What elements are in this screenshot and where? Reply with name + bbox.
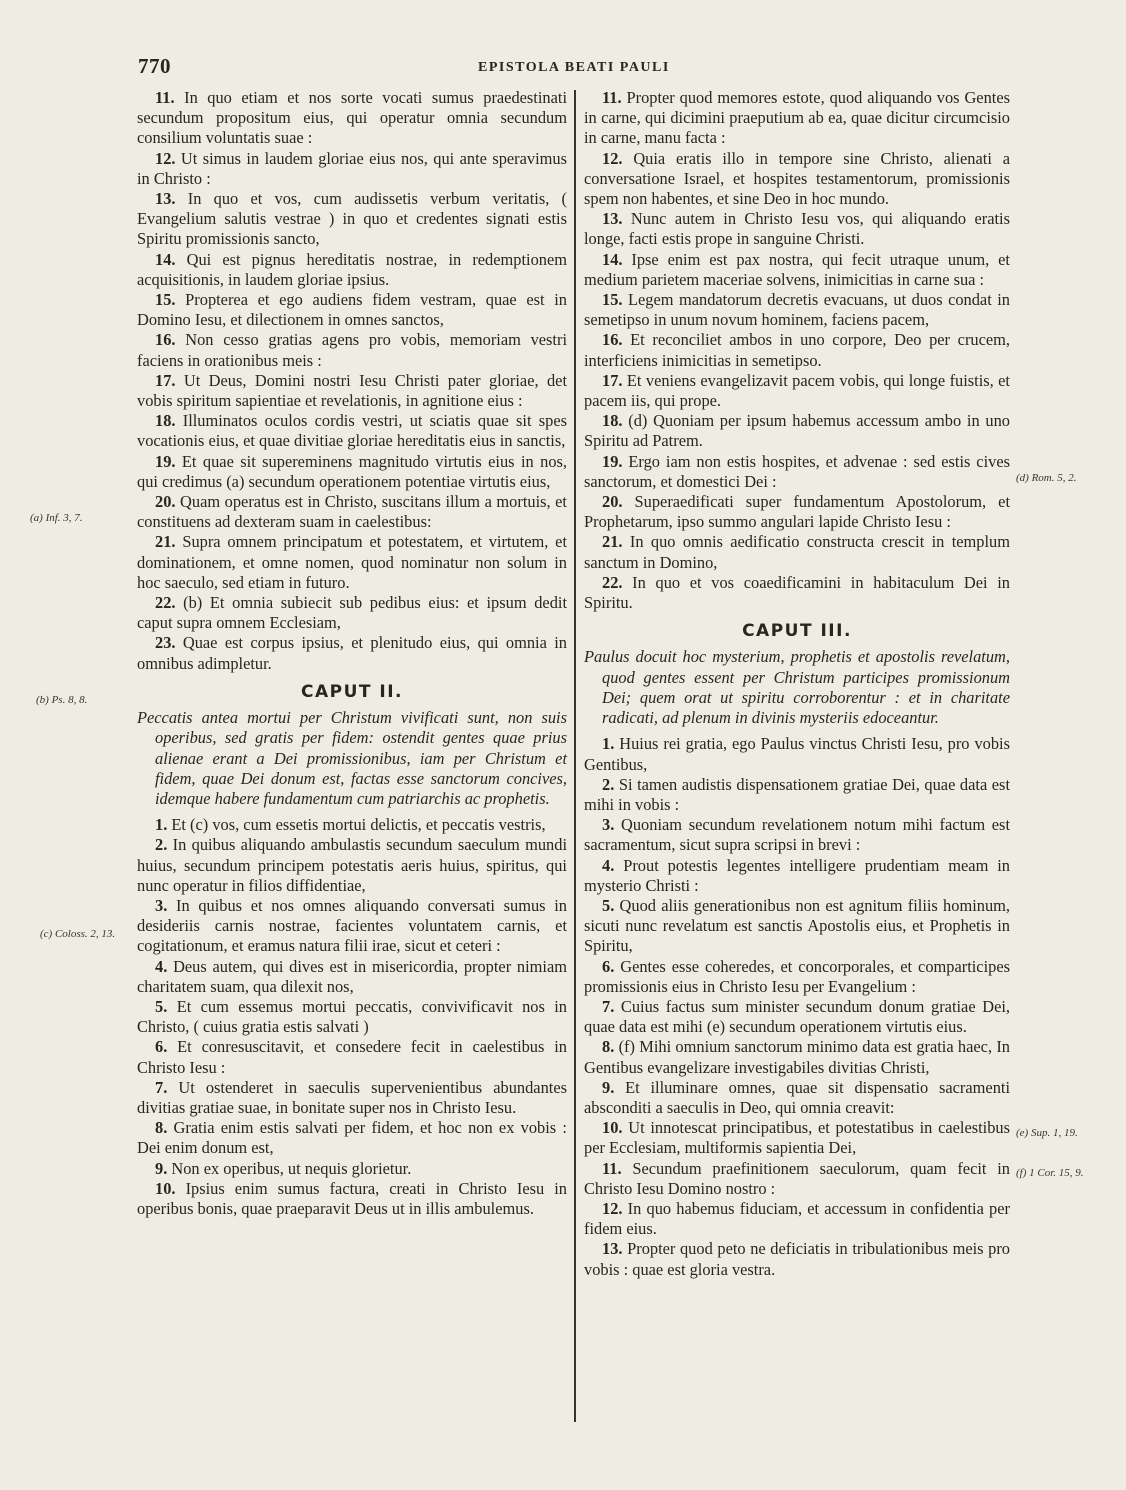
verse-text: Ut simus in laudem gloriae eius nos, qui ante speravimus in Christo : [137, 148, 567, 188]
verse-text: Propterea et ego audiens fidem vestram, quae est in Domino Iesu, et dilectionem in omnes sanctos, [137, 290, 567, 330]
margin-note-a: (a) Inf. 3, 7. [30, 512, 83, 524]
verse-text: Gentes esse coheredes, et concorporales, et comparticipes promissionis eius in Christo Iesu per Evangelium : [584, 956, 1010, 996]
margin-note-d: (d) Rom. 5, 2. [1016, 472, 1077, 484]
verse [584, 250, 1010, 290]
verse [584, 452, 1010, 492]
verse-number: 11. [602, 1158, 622, 1178]
verse-text: Cuius factus sum minister secundum donum gratiae Dei, quae data est mihi (e) secundum operationem virtutis eius. [584, 996, 1010, 1037]
verse [584, 330, 1010, 370]
verse-number: 12. [155, 148, 176, 168]
verse [137, 532, 567, 593]
verse-number: 20. [602, 492, 623, 512]
verse-text: Secundum praefinitionem saeculorum, quam fecit in Christo Iesu Domino nostro : [584, 1158, 1010, 1198]
verse [584, 856, 1010, 896]
verse [584, 734, 1010, 774]
verse-number: 2. [602, 774, 615, 794]
verse-text: Gratia enim estis salvati per fidem, et hoc non ex vobis : Dei enim donum est, [137, 1118, 567, 1158]
verse-text: Ipse enim est pax nostra, qui fecit utraque unum, et medium parietem maceriae solvens, inimicitias in carne sua : [584, 249, 1010, 289]
verse-text: In quo et vos, cum audissetis verbum veritatis, ( Evangelium salutis vestrae ) in quo et credentes signati estis Spiritu promissionis sancto, [137, 189, 567, 249]
verse [137, 997, 567, 1037]
verse [584, 1078, 1010, 1118]
verse-number: 15. [602, 290, 623, 310]
verse-number: 1. [602, 734, 615, 754]
verse-number: 3. [602, 815, 615, 835]
verse [137, 290, 567, 330]
verse [584, 532, 1010, 572]
verse [137, 835, 567, 896]
verse-number: 6. [602, 956, 615, 976]
verse-text: Ut Deus, Domini nostri Iesu Christi pater gloriae, det vobis spiritum sapientiae et revelationis, in agnitione eius : [137, 370, 567, 411]
verse-number: 20. [155, 492, 176, 512]
verse [137, 1118, 567, 1158]
verse-number: 19. [155, 451, 176, 471]
verse-text: Et illuminare omnes, quae sit dispensatio sacramenti absconditi a saeculis in Deo, qui omnia creavit: [584, 1077, 1010, 1117]
verse-number: 16. [602, 330, 623, 350]
verse [137, 189, 567, 250]
verse-number: 4. [602, 855, 615, 875]
verse-number: 13. [602, 1239, 623, 1259]
verse [137, 1159, 567, 1179]
verse-number: 8. [155, 1118, 168, 1138]
verse [584, 1037, 1010, 1077]
verse-text: Ergo iam non estis hospites, et advenae : sed estis cives sanctorum, et domestici Dei : [584, 451, 1010, 491]
verse [137, 88, 567, 149]
verse [137, 411, 567, 451]
verse-text: Qui est pignus hereditatis nostrae, in redemptionem acquisitionis, in laudem gloriae ipsius. [137, 249, 567, 289]
chapter-2-verses-cont [584, 88, 1010, 613]
verse-number: 22. [602, 572, 623, 592]
verse-text: Quoniam secundum revelationem notum mihi factum est sacramentum, sicut supra scripsi in brevi : [584, 815, 1010, 855]
chapter-2-verses [137, 815, 567, 1219]
margin-note-c: (c) Coloss. 2, 13. [40, 928, 116, 940]
margin-note-f: (f) 1 Cor. 15, 9. [1016, 1167, 1084, 1179]
right-column [584, 88, 1010, 1280]
verse-number: 10. [155, 1178, 176, 1198]
verse [584, 1159, 1010, 1199]
verse-number: 12. [602, 1198, 623, 1218]
verse-number: 2. [155, 835, 168, 855]
verse [584, 88, 1010, 149]
margin-note-e: (e) Sup. 1, 19. [1016, 1127, 1078, 1139]
verse-number: 16. [155, 330, 176, 350]
verse-text: Quia eratis illo in tempore sine Christo, alienati a conversatione Israel, et hospites testamentorum, promissionis spem non habentes, et sine Deo in hoc mundo. [584, 148, 1010, 209]
verse-text: Nunc autem in Christo Iesu vos, qui aliquando eratis longe, facti estis prope in sanguine Christi. [584, 209, 1010, 249]
page-number: 770 [138, 54, 171, 78]
left-column [137, 88, 567, 1219]
verse-number: 21. [155, 532, 176, 552]
chapter-3-verses [584, 734, 1010, 1279]
chapter-heading-3: CAPUT III. [742, 621, 852, 642]
verse-text: Ut innotescat principatibus, et potestatibus in caelestibus per Ecclesiam, multiformis sapientia Dei, [584, 1118, 1010, 1158]
verse-number: 18. [602, 411, 623, 431]
verse-number: 11. [602, 88, 622, 107]
verse [137, 250, 567, 290]
running-head: EPISTOLA BEATI PAULI [478, 60, 670, 75]
verse [137, 330, 567, 370]
verse [137, 1037, 567, 1077]
verse-text: Et veniens evangelizavit pacem vobis, qui longe fuistis, et pacem iis, qui prope. [584, 370, 1010, 411]
verse-text: Et cum essemus mortui peccatis, convivificavit nos in Christo, ( cuius gratia estis salvati ) [137, 996, 567, 1037]
verse [137, 593, 567, 633]
verse-number: 4. [155, 956, 168, 976]
chapter-summary-3: Paulus docuit hoc mysterium, prophetis et apostolis revelatum, quod gentes essent per Christum participes promissionum Dei; quem orat ut spiritu corroborentur : et in charitate radicati, ad plenum in divinis mysteriis edoceantur. [584, 647, 1010, 728]
verse [584, 290, 1010, 330]
verse-number: 1. [155, 815, 168, 835]
verse-number: 23. [155, 633, 176, 653]
verse-number: 9. [155, 1158, 168, 1178]
verse-number: 5. [155, 996, 168, 1016]
verse-number: 17. [602, 370, 623, 390]
verse-number: 6. [155, 1037, 168, 1057]
verse-text: Legem mandatorum decretis evacuans, ut duos condat in semetipso in unum novum hominem, faciens pacem, [584, 290, 1010, 330]
verse-text: Huius rei gratia, ego Paulus vinctus Christi Iesu, pro vobis Gentibus, [584, 734, 1010, 774]
verse [584, 1199, 1010, 1239]
verse-text: In quibus et nos omnes aliquando conversati sumus in desideriis carnis nostrae, facientes voluntatem carnis, et cogitationum, et eramus natura filii irae, sicut et ceteri : [137, 895, 567, 956]
verse-number: 13. [602, 209, 623, 229]
verse-number: 3. [155, 895, 168, 915]
verse-number: 11. [155, 88, 175, 107]
verse-text: Quam operatus est in Christo, suscitans illum a mortuis, et constituens ad dexteram suam in caelestibus: [137, 492, 567, 532]
chapter-1-verses [137, 88, 567, 674]
verse-number: 21. [602, 532, 623, 552]
verse-text: (b) Et omnia subiecit sub pedibus eius: et ipsum dedit caput supra omnem Ecclesiam, [137, 593, 567, 633]
verse [584, 957, 1010, 997]
verse-number: 14. [155, 249, 176, 269]
verse-text: Non cesso gratias agens pro vobis, memoriam vestri faciens in orationibus meis : [137, 330, 567, 370]
verse-text: Superaedificati super fundamentum Apostolorum, et Prophetarum, ipso summo angulari lapide Christo Iesu : [584, 492, 1010, 532]
chapter-heading-2: CAPUT II. [300, 681, 404, 702]
verse [137, 1179, 567, 1219]
verse [584, 149, 1010, 210]
verse-text: In quo etiam et nos sorte vocati sumus praedestinati secundum propositum eius, qui operatur omnia secundum consilium voluntatis suae : [137, 88, 567, 148]
verse [584, 1239, 1010, 1279]
verse [137, 371, 567, 411]
verse [584, 896, 1010, 957]
verse-text: (f) Mihi omnium sanctorum minimo data est gratia haec, In Gentibus evangelizare investigabiles divitias Christi, [584, 1037, 1010, 1077]
verse [137, 452, 567, 492]
verse [137, 815, 567, 835]
verse-text: Illuminatos oculos cordis vestri, ut sciatis quae sit spes vocationis eius, et quae divitiae gloriae hereditatis eius in sanctis, [137, 411, 567, 451]
verse-text: Quae est corpus ipsius, et plenitudo eius, qui omnia in omnibus adimpletur. [137, 633, 567, 673]
verse-number: 10. [602, 1118, 623, 1138]
verse-text: Ut ostenderet in saeculis supervenientibus abundantes divitias gratiae suae, in bonitate super nos in Christo Iesu. [137, 1077, 567, 1117]
verse-text: Si tamen audistis dispensationem gratiae Dei, quae data est mihi in vobis : [584, 774, 1010, 814]
verse-number: 19. [602, 451, 623, 471]
verse-text: Deus autem, qui dives est in misericordia, propter nimiam charitatem suam, qua dilexit nos, [137, 956, 567, 996]
margin-note-b: (b) Ps. 8, 8. [36, 694, 88, 706]
verse-number: 7. [155, 1077, 168, 1097]
verse-text: Et quae sit supereminens magnitudo virtutis eius in nos, qui credimus (a) secundum operationem potentiae virtutis eius, [137, 451, 567, 491]
verse [584, 997, 1010, 1037]
verse [137, 633, 567, 673]
verse-number: 17. [155, 370, 176, 390]
verse-text: Propter quod memores estote, quod aliquando vos Gentes in carne, qui dicimini praeputium ab ea, quae dicitur circumcisio in carne, manu facta : [584, 88, 1010, 148]
verse [137, 1078, 567, 1118]
verse-text: Quod aliis generationibus non est agnitum filiis hominum, sicuti nunc revelatum est sanctis Apostolis eius, et Prophetis in Spiritu, [584, 895, 1010, 956]
verse-text: Et (c) vos, cum essetis mortui delictis, et peccatis vestris, [167, 815, 546, 835]
verse [584, 492, 1010, 532]
verse-text: Supra omnem principatum et potestatem, et virtutem, et dominationem, et omne nomen, quod nominatur non solum in hoc saeculo, sed etiam in futuro. [137, 532, 567, 592]
chapter-summary-2: Peccatis antea mortui per Christum vivificati sunt, non suis operibus, sed gratis per fidem: ostendit gentes quae prius alienae erant a Dei promissionibus, iam per Christum et fidem, quae Dei donum est, factas esse sanctorum concives, idemque habere fundamentum cum patriarchis ac prophetis. [137, 708, 567, 808]
verse-number: 13. [155, 189, 176, 209]
verse-number: 9. [602, 1077, 615, 1097]
verse-number: 14. [602, 249, 623, 269]
verse [137, 957, 567, 997]
verse-number: 12. [602, 148, 623, 168]
verse [584, 1118, 1010, 1158]
verse-text: In quo et vos coaedificamini in habitaculum Dei in Spiritu. [584, 572, 1010, 613]
verse-number: 5. [602, 895, 615, 915]
verse-number: 7. [602, 996, 615, 1016]
verse-text: In quo omnis aedificatio constructa crescit in templum sanctum in Domino, [584, 532, 1010, 572]
verse [584, 775, 1010, 815]
verse [137, 492, 567, 532]
verse [584, 209, 1010, 249]
verse [137, 149, 567, 189]
verse [137, 896, 567, 957]
verse-number: 8. [602, 1037, 615, 1057]
verse-text: Non ex operibus, ut nequis glorietur. [167, 1158, 412, 1178]
verse [584, 815, 1010, 855]
verse-text: In quo habemus fiduciam, et accessum in confidentia per fidem eius. [584, 1198, 1010, 1239]
verse-text: Et conresuscitavit, et consedere fecit in caelestibus in Christo Iesu : [137, 1037, 567, 1077]
verse-number: 18. [155, 411, 176, 431]
verse-text: Ipsius enim sumus factura, creati in Christo Iesu in operibus bonis, quae praeparavit Deus ut in illis ambulemus. [137, 1178, 567, 1218]
verse-text: In quibus aliquando ambulastis secundum saeculum mundi huius, secundum principem potestatis aeris huius, spiritus, qui nunc operatur in filios diffidentiae, [137, 835, 567, 895]
column-divider [574, 90, 576, 1422]
verse [584, 411, 1010, 451]
verse-text: Et reconciliet ambos in uno corpore, Deo per crucem, interficiens inimicitias in semetipso. [584, 330, 1010, 370]
verse-text: Propter quod peto ne deficiatis in tribulationibus meis pro vobis : quae est gloria vestra. [584, 1239, 1010, 1279]
verse [584, 573, 1010, 613]
verse [584, 371, 1010, 411]
verse-number: 22. [155, 593, 176, 613]
verse-text: (d) Quoniam per ipsum habemus accessum ambo in uno Spiritu ad Patrem. [584, 411, 1010, 451]
verse-number: 15. [155, 290, 176, 310]
verse-text: Prout potestis legentes intelligere prudentiam meam in mysterio Christi : [584, 855, 1010, 895]
